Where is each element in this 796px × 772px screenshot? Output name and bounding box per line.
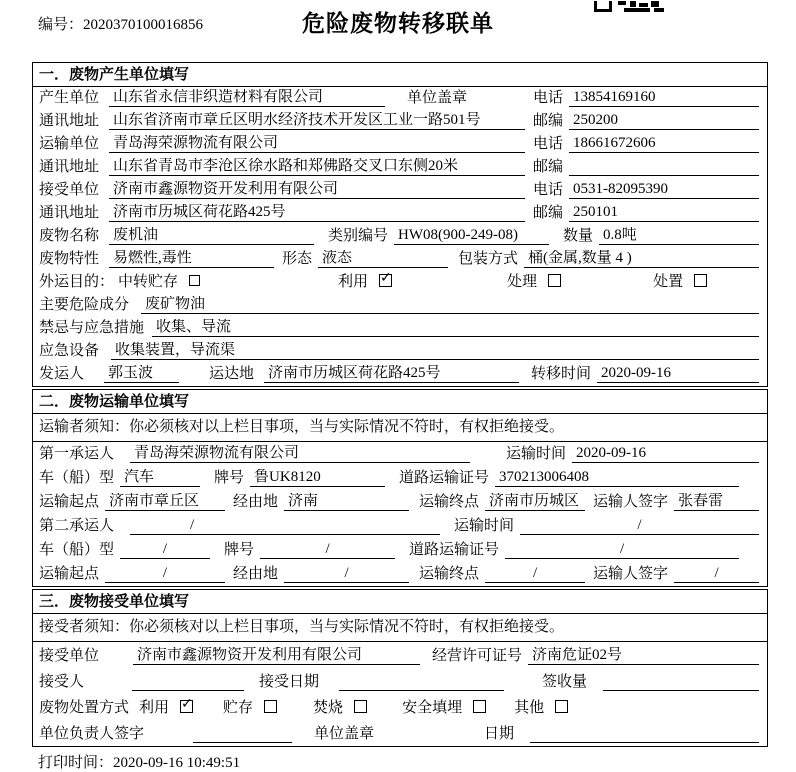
end2-label: 运输终点 [419, 566, 480, 582]
end1-label: 运输终点 [419, 494, 480, 510]
disposal-option-incinerate [313, 700, 367, 717]
amount-value [603, 674, 759, 691]
category-label: 类别编号 [328, 228, 389, 244]
zip2-value [569, 159, 759, 176]
row-taboo [33, 317, 767, 340]
license2-value: / [505, 541, 739, 559]
purpose-label: 外运目的： [39, 274, 115, 290]
checkbox-icon [354, 700, 367, 713]
section3-title: 三．废物接受单位填写 [33, 590, 767, 614]
amount-label: 签收量 [542, 674, 588, 690]
qty-label: 数量 [563, 228, 594, 244]
section-receiver [32, 589, 768, 747]
zip3-value: 250101 [569, 204, 759, 222]
addr1-value: 山东省济南市章丘区明水经济技术开发区工业一路501号 [109, 112, 525, 130]
section-producer [32, 62, 768, 387]
form-label: 形态 [282, 251, 313, 267]
license1-value: 370213006408 [495, 469, 739, 487]
character-value: 易燃性,毒性 [109, 250, 274, 268]
receiver-seal-label: 单位盖章 [314, 726, 375, 742]
producer-label: 产生单位 [39, 90, 100, 106]
row-receiver-address [33, 202, 767, 225]
purpose-option-storage [118, 274, 200, 291]
addr1-label: 通讯地址 [39, 113, 100, 129]
via2-value: / [284, 565, 409, 583]
date2-label: 日期 [484, 726, 515, 742]
option-label: 利用 [338, 274, 369, 290]
phone2-value: 18661672606 [569, 135, 759, 153]
disposal-option-store [223, 700, 277, 717]
disposal-option-use [139, 700, 193, 717]
unit-value: 济南市鑫源物资开发利用有限公司 [133, 647, 420, 665]
person-value [132, 674, 244, 691]
zip3-label: 邮编 [532, 205, 563, 221]
section1-title: 一．废物产生单位填写 [33, 63, 767, 87]
hazard-value: 废矿物油 [141, 296, 759, 314]
origin1-label: 运输起点 [39, 494, 100, 510]
receiver-value: 济南市鑫源物资开发利用有限公司 [109, 181, 525, 199]
license1-label: 道路运输证号 [399, 470, 490, 486]
row-waste-name [33, 225, 767, 248]
dest-label: 运达地 [209, 366, 255, 382]
option-label: 焚烧 [313, 700, 344, 716]
carrier1-label: 第一承运人 [39, 446, 115, 462]
checkbox-icon [555, 700, 568, 713]
dest-value: 济南市历城区荷花路425号 [264, 365, 519, 383]
form-value: 液态 [318, 250, 448, 268]
row-transporter-address [33, 156, 767, 179]
row-carrier1 [33, 442, 767, 466]
section2-title: 二．废物运输单位填写 [33, 390, 767, 414]
checkbox-icon [473, 700, 486, 713]
row-carrier2 [33, 514, 767, 538]
row-transporter [33, 133, 767, 156]
equip-label: 应急设备 [39, 343, 100, 359]
receiver-label: 接受单位 [39, 182, 100, 198]
phone3-label: 电话 [532, 182, 563, 198]
row-hazard [33, 294, 767, 317]
addr3-label: 通讯地址 [39, 205, 100, 221]
zip1-value: 250200 [569, 112, 759, 130]
vehicle2-label: 车（船）型 [39, 542, 115, 558]
sign2-value: / [674, 565, 759, 583]
row-receive-unit [33, 642, 767, 668]
person-label: 接受人 [39, 674, 85, 690]
transfer-form [32, 62, 768, 747]
disposal-option-landfill [402, 700, 486, 717]
carrier2-value: / [130, 517, 440, 535]
time2-value: / [520, 517, 759, 535]
receive-date-label: 接受日期 [259, 674, 320, 690]
transporter-notice: 运输者须知：你必须核对以上栏目事项，当与实际情况不符时，有权拒绝接受。 [33, 414, 767, 442]
responsible-sign-value [193, 726, 292, 743]
row-vehicle1 [33, 466, 767, 490]
license2-label: 道路运输证号 [409, 542, 500, 558]
option-label: 其他 [514, 700, 545, 716]
time2-label: 运输时间 [454, 518, 515, 534]
row-waste-character [33, 248, 767, 271]
transporter-value: 青岛海荣源物流有限公司 [109, 135, 525, 153]
equip-value: 收集装置，导流渠 [111, 342, 759, 360]
phone2-label: 电话 [532, 136, 563, 152]
end2-value: / [485, 565, 585, 583]
qty-value: 0.8吨 [599, 227, 759, 245]
row-disposal [33, 694, 767, 720]
plate1-label: 牌号 [214, 470, 245, 486]
row-producer [33, 87, 767, 110]
transfer-time-value: 2020-09-16 [597, 365, 759, 383]
option-label: 处置 [653, 274, 684, 290]
plate2-value: / [260, 541, 395, 559]
receiver-notice: 接受者须知：你必须核对以上栏目事项，当与实际情况不符时，有权拒绝接受。 [33, 614, 767, 642]
taboo-value: 收集、导流 [152, 319, 759, 337]
row-vehicle2 [33, 538, 767, 562]
print-time-label: 打印时间： [38, 755, 114, 771]
purpose-option-treat [507, 274, 561, 291]
end1-value: 济南市历城区 [485, 493, 585, 511]
checkbox-icon [379, 274, 392, 287]
option-label: 安全填埋 [402, 700, 463, 716]
via2-label: 经由地 [233, 566, 279, 582]
row-receive-person [33, 668, 767, 694]
carrier2-label: 第二承运人 [39, 518, 115, 534]
checkbox-icon [694, 274, 707, 287]
vehicle1-label: 车（船）型 [39, 470, 115, 486]
carrier1-value: 青岛海荣源物流有限公司 [130, 445, 470, 463]
producer-value: 山东省永信非织造材料有限公司 [109, 89, 385, 107]
category-value: HW08(900-249-08) [394, 227, 549, 245]
option-label: 中转贮存 [118, 274, 179, 290]
origin2-value: / [105, 565, 225, 583]
shipper-value: 郭玉波 [104, 365, 179, 383]
vehicle1-value: 汽车 [120, 469, 200, 487]
transporter-label: 运输单位 [39, 136, 100, 152]
via1-value: 济南 [284, 493, 409, 511]
row-responsible-sign [33, 720, 767, 746]
responsible-sign-label: 单位负责人签字 [39, 726, 145, 742]
row-purpose [33, 271, 767, 294]
time1-label: 运输时间 [506, 446, 567, 462]
unit-label: 接受单位 [39, 648, 100, 664]
purpose-option-dispose [653, 274, 707, 291]
vehicle2-value: / [120, 541, 210, 559]
taboo-label: 禁忌与应急措施 [39, 320, 145, 336]
shipper-label: 发运人 [39, 366, 85, 382]
waste-name-label: 废物名称 [39, 228, 100, 244]
serial-label: 编号： [38, 17, 84, 33]
page-title: 危险废物转移联单 [302, 11, 494, 36]
print-time-line [38, 751, 240, 772]
purpose-option-use [338, 274, 392, 291]
via1-label: 经由地 [233, 494, 279, 510]
checkbox-icon [548, 274, 561, 287]
disposal-option-other [514, 700, 568, 717]
packing-label: 包装方式 [458, 251, 519, 267]
plate1-value: 鲁UK8120 [250, 469, 385, 487]
row-producer-address [33, 110, 767, 133]
disposal-label: 废物处置方式 [39, 700, 130, 716]
option-label: 利用 [139, 700, 170, 716]
serial-value: 2020370100016856 [83, 17, 204, 33]
qr-code-fragment-icon [594, 0, 666, 17]
unit-seal-label: 单位盖章 [407, 90, 468, 106]
permit-value: 济南危证02号 [528, 647, 759, 665]
date2-value [530, 726, 759, 743]
option-label: 处理 [507, 274, 538, 290]
option-label: 贮存 [223, 700, 254, 716]
plate2-label: 牌号 [224, 542, 255, 558]
addr3-value: 济南市历城区荷花路425号 [109, 204, 525, 222]
waste-name-value: 废机油 [109, 227, 314, 245]
phone1-value: 13854169160 [569, 89, 759, 107]
zip1-label: 邮编 [532, 113, 563, 129]
addr2-value: 山东省青岛市李沧区徐水路和郑佛路交叉口东侧20米 [109, 158, 525, 176]
row-receiver [33, 179, 767, 202]
sign1-value: 张春雷 [674, 493, 759, 511]
sign1-label: 运输人签字 [593, 494, 669, 510]
sign2-label: 运输人签字 [593, 566, 669, 582]
checkbox-icon [189, 275, 200, 286]
section-transporter [32, 389, 768, 587]
row-route1 [33, 490, 767, 514]
transfer-time-label: 转移时间 [531, 366, 592, 382]
time1-value: 2020-09-16 [572, 445, 759, 463]
character-label: 废物特性 [39, 251, 100, 267]
origin2-label: 运输起点 [39, 566, 100, 582]
permit-label: 经营许可证号 [432, 648, 523, 664]
phone3-value: 0531-82095390 [569, 181, 759, 199]
packing-value: 桶(金属,数量 4 ) [524, 250, 759, 268]
hazard-label: 主要危险成分 [39, 297, 130, 313]
receive-date-value [339, 674, 504, 691]
row-equipment [33, 340, 767, 363]
row-shipper [33, 363, 767, 386]
print-time-value: 2020-09-16 10:49:51 [113, 755, 241, 771]
phone1-label: 电话 [532, 90, 563, 106]
checkbox-icon [264, 700, 277, 713]
addr2-label: 通讯地址 [39, 159, 100, 175]
origin1-value: 济南市章丘区 [105, 493, 225, 511]
zip2-label: 邮编 [532, 159, 563, 175]
row-route2 [33, 562, 767, 586]
checkbox-icon [180, 700, 193, 713]
